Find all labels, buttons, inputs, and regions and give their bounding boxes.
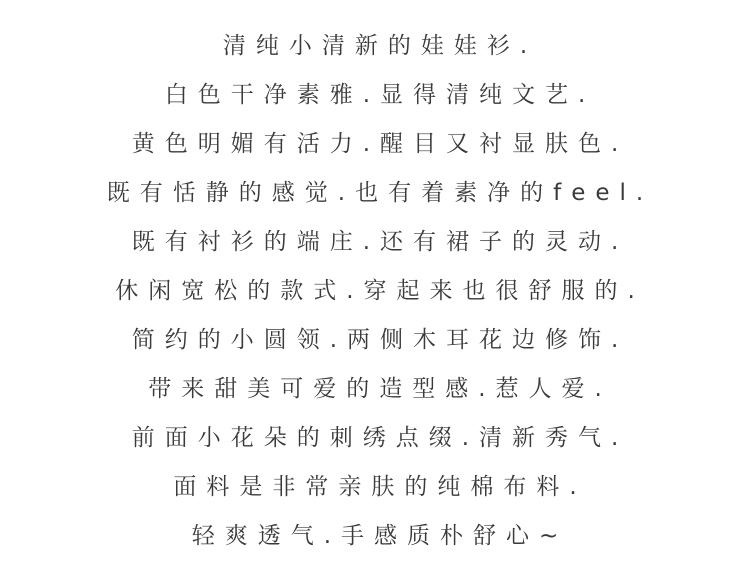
description-line-2: 白色干净素雅.显得清纯文艺.: [164, 82, 596, 108]
description-line-8: 带来甜美可爱的造型感.惹人爱.: [148, 376, 612, 402]
description-line-3: 黄色明媚有活力.醒目又衬显肤色.: [131, 131, 629, 157]
description-line-11: 轻爽透气.手感质朴舒心~: [191, 523, 569, 549]
description-line-9: 前面小花朵的刺绣点缀.清新秀气.: [131, 425, 629, 451]
product-description: [0, 22, 750, 561]
description-line-5: 既有衬衫的端庄.还有裙子的灵动.: [131, 229, 629, 255]
description-line-10: 面料是非常亲肤的纯棉布料.: [173, 474, 587, 500]
description-line-4: 既有恬静的感觉.也有着素净的feel.: [106, 180, 654, 206]
description-line-6: 休闲宽松的款式.穿起来也很舒服的.: [115, 278, 645, 304]
description-line-1: 清纯小清新的娃娃衫.: [222, 33, 538, 59]
description-line-7: 简约的小圆领.两侧木耳花边修饰.: [131, 327, 629, 353]
